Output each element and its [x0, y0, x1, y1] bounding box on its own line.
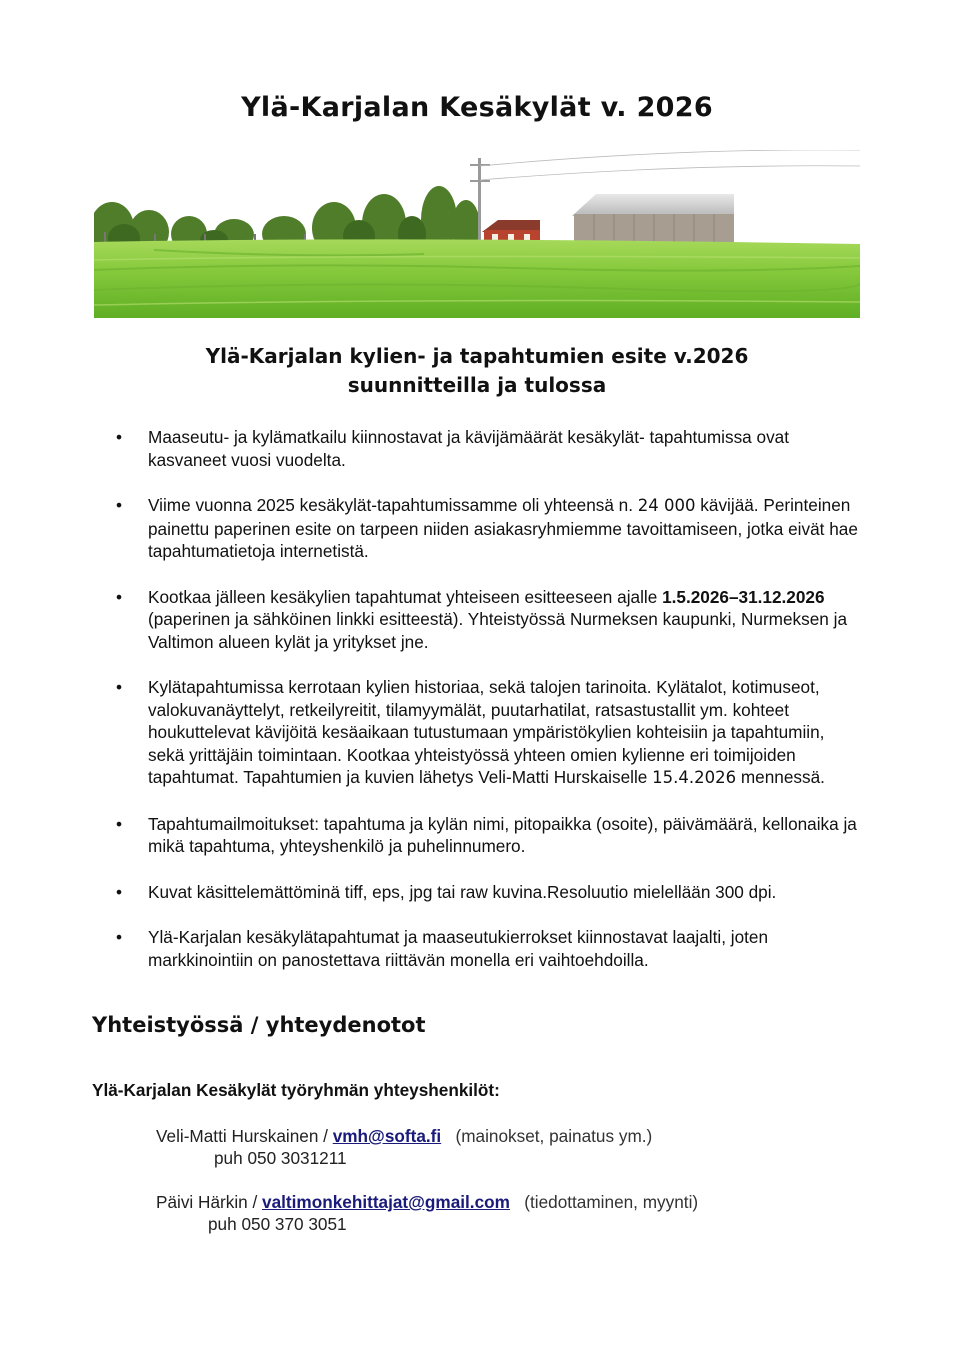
- bullet-text-pre: Kylätapahtumissa kerrotaan kylien historiaa, sekä talojen tarinoita. Kylätalot, kotimuseot, valokuvanäyttelyt, retkeilyreitit, tilamyymälät, puutarhatilat, ratsastustallit ym. kohteet houkuttelevat kävijöitä kesäaikaan tutustumaan ympäristökylien kohteisiin ja tapahtumiin, sekä yrittäjäin toimintaan. Kootkaa yhteistyössä yhteen omien kylienne eri toimijoiden tapahtumat. Tapahtumien ja kuvien lähetys Veli-Matti Hurskaiselle: [148, 677, 825, 787]
- bullet-item: [114, 494, 859, 563]
- contact-role: (mainokset, painatus ym.): [455, 1126, 653, 1146]
- visitor-count: 24 000: [637, 496, 696, 515]
- date-range: 1.5.2026–31.12.2026: [662, 586, 825, 607]
- bullet-text-post: mennessä.: [736, 767, 825, 787]
- contact-1-line: [156, 1125, 652, 1147]
- bullet-item: [114, 676, 859, 790]
- bullet-dot: •: [116, 427, 123, 447]
- bullet-dot: •: [116, 495, 123, 515]
- contact-email-link[interactable]: vmh@softa.fi: [332, 1126, 442, 1146]
- bullet-dot: •: [116, 586, 123, 607]
- bullet-dot: •: [116, 677, 123, 697]
- deadline-date: 15.4.2026: [652, 768, 737, 787]
- bullet-item: [114, 881, 859, 904]
- village-field-photo: [94, 150, 860, 318]
- bullet-text: Maaseutu- ja kylämatkailu kiinnostavat ja kävijämäärät kesäkylät- tapahtumissa ovat kasvaneet vuosi vuodelta.: [148, 427, 790, 470]
- bullet-text: Kuvat käsittelemättöminä tiff, eps, jpg tai raw kuvina.Resoluutio mielellään 300 dpi.: [148, 881, 777, 902]
- info-bullet-list: [114, 426, 859, 994]
- contact-2-line: [156, 1191, 698, 1213]
- subtitle-line-2: suunnitteilla ja tulossa: [347, 373, 607, 397]
- bullet-dot: •: [116, 927, 123, 947]
- contact-email-link[interactable]: valtimonkehittajat@gmail.com: [262, 1192, 510, 1212]
- bullet-item: [114, 586, 859, 654]
- bullet-text: Ylä-Karjalan kesäkylätapahtumat ja maaseutukierrokset kiinnostavat laajalti, joten markkinointiin on panostettava riittävän monella eri vaihtoehdoilla.: [148, 927, 769, 970]
- contact-name: Veli-Matti Hurskainen /: [156, 1126, 333, 1146]
- bullet-dot: •: [116, 881, 123, 902]
- bullet-text-post: (paperinen ja sähköinen linkki esitteestä). Yhteistyössä Nurmeksen kaupunki, Nurmeksen ja Valtimon alueen kylät ja yritykset jne.: [148, 609, 847, 652]
- section-heading: Yhteistyössä / yhteydenotot: [92, 1013, 426, 1037]
- contacts-title: Ylä-Karjalan Kesäkylät työryhmän yhteyshenkilöt:: [92, 1080, 500, 1100]
- bullet-text-pre: Kootkaa jälleen kesäkylien tapahtumat yhteiseen esitteeseen ajalle: [148, 586, 663, 607]
- contact-2-phone: puh 050 370 3051: [208, 1214, 347, 1234]
- bullet-text-post: kävijää. Perinteinen painettu paperinen esite on tarpeen niiden asiakasryhmiemme tavoittamiseen, jotka eivät hae tapahtumatietoja internetistä.: [148, 495, 858, 561]
- contact-role: (tiedottaminen, myynti): [524, 1192, 699, 1212]
- brochure-subtitle: [0, 342, 954, 400]
- page-title: Ylä-Karjalan Kesäkylät v. 2026: [241, 92, 713, 123]
- bullet-text-pre: Viime vuonna 2025 kesäkylät-tapahtumissamme oli yhteensä n.: [148, 495, 638, 515]
- bullet-item: [114, 426, 859, 471]
- bullet-item: [114, 813, 859, 858]
- subtitle-line-1: Ylä-Karjalan kylien- ja tapahtumien esite v.2026: [205, 344, 749, 368]
- contact-1-phone: puh 050 3031211: [214, 1148, 347, 1168]
- bullet-dot: •: [116, 813, 123, 834]
- bullet-item: [114, 926, 859, 971]
- bullet-text: Tapahtumailmoitukset: tapahtuma ja kylän nimi, pitopaikka (osoite), päivämäärä, kellonaika ja mikä tapahtuma, yhteyshenkilö ja puhelinnumero.: [148, 813, 857, 856]
- contact-name: Päivi Härkin /: [156, 1192, 263, 1212]
